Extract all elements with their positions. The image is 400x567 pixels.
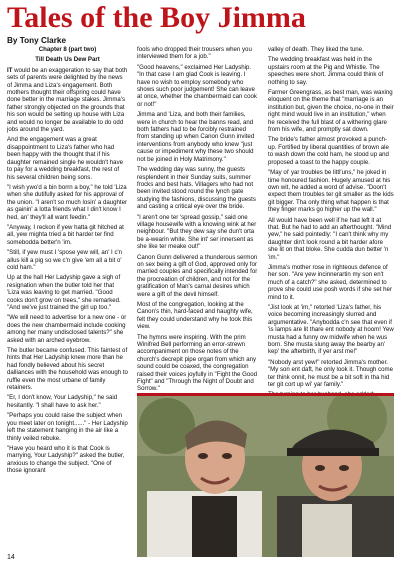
paragraph: "Have you heard who it is that Cook is marrying, Your Ladyship?" asked the butler, anxious to change the subject. "One of those ignorant [7, 444, 125, 475]
text-column-1 [7, 46, 128, 546]
article-photo [137, 393, 394, 557]
paragraph: "I wish ywo'd a bin borrn a boy," he told 'Liza when she dutifully asked for his approval of the union. "I aren't so much losin' a daughter as gainin' a lotta friends what I din't know I hed, an' they'll all want feedin." [7, 183, 128, 221]
paragraph: valley of death. They liked the tune. [268, 46, 364, 53]
paragraph: "Perhaps you could raise the subject when you meet later on tonight......" - Her Ladyship left the statement hanging in the air like a thinly veiled rebuke. [7, 412, 128, 442]
paragraph: fools who dropped their trousers when you interviewed them for a job." [137, 46, 252, 61]
paragraph: "Er, I don't know, Your Ladyship," he said hesitantly. "I shall have to ask her." [7, 394, 118, 409]
paragraph: And the engagement was a great disappointment to Liza's father who had been happy with the thought that if his daughter remained single he wouldn't have to pay for a wedding breakfast, the rest of his several children being sons. [7, 136, 124, 181]
paragraph-text: would be an exaggeration to say that both sets of parents were delighted by the news of Jimma and Liza's engagement. Both mothers thought their offspring could have done better in the marriage stakes. Jimma's father strongly objected on the grounds that his son would be setting up house with Liza and would no longer be available to do odd jobs around the yard. [7, 66, 128, 134]
paragraph: Most of the congregation, looking at the Canon's thin, hard-faced and haughty wife, felt they could understand why he took this view. [137, 301, 253, 331]
paragraph: Canon Gunn delivered a thunderous sermon on sex being a gift of God, approved only for married couples and specifically intended for the procreation of children, and not for the gratification of Man's carnal desires which were a gift of the devil himself. [137, 253, 258, 298]
paragraph: The wedding day was sunny, the guests resplendent in their Sunday suits, summer frocks and best hats. Villagers who had not been invited stood round the lynch gate studying the fashions, discussing the guests and casting a critical eye over the bride. [137, 166, 256, 211]
paragraph: "May ol' yar troubles be littl'uns," he joked in time honoured fashion. Hugely amused at his own wit, he added a word of advise. "Doon't expect them troubles ter git smaller as the kids git bigger. Tha only thing what happen is that they finger marks go higher up the wall." [268, 169, 394, 214]
lead-word: IT [7, 66, 13, 74]
paragraph: Up at the hall Her Ladyship gave a sigh of resignation when the butler told her that 'Liza was leaving to get married. "Good cooks don't grow on trees," she remarked. "And we've just trained the girl up too." [7, 274, 121, 311]
paragraph: All would have been well if he had left it at that. But he had to add an afterthought. "Mind yew," he said pointedly: "I can't think why my daughter din't look round a bit harder afore she lit on that bloke. She cudda dun better 'n 'im." [268, 216, 392, 261]
paragraph: Jimma and 'Liza, and both their families, were in church to hear the banns read, and both fathers had to be forcibly restrained from standing up when Canon Gunn invited interventions from anybody who knew "just cause or impediment why these two should not be joined in Holy Matrimony." [137, 111, 255, 163]
paragraph: "Jist look at 'im," retorted 'Liza's father, his voice becoming increasingly slurred and argumentative. "Anybodda c'n see that even if 'is lamps are lit thare ent nobody at hoom! Yew musta had a funny ow midwife when he wus born. She musta slung away the bearby an' kep' the afterbirth, if yer arst me!" [268, 304, 394, 356]
paragraph: "Anyway, I reckon if yew hatta git hitched at all, yew mighta tried a bit harder ter find somebodda better'n 'im. [7, 223, 124, 246]
paragraph: "Still, if yew must I 'spose yew will, an' I c'n allus kill a pig so we c'n give 'em all a bit o' cold ham." [7, 249, 123, 271]
paragraph: "We will need to advertise for a new one - or does the new chambermaid include cooking among her many undisclosed talents?" she asked with an arched eyebrow. [7, 314, 127, 344]
paragraph: The bride's father almost provoked a punch-up. Fortified by liberal quantities of brown ale to wash down the cold ham, he stood up and proposed a toast to the happy couple. [268, 136, 389, 166]
chapter-subtitle: Till Death Us Dew Part [35, 56, 100, 64]
paragraph: "Nobody arst yew!" retorted Jimma's mother. "My son ent daft, he only look it. Though come ter think onnit, he must be a bit soft in tha hid ter git cort up wi' yar family." [268, 358, 394, 389]
page-number: 14 [7, 554, 15, 561]
chapter-title: Chapter 8 (part two) [38, 46, 97, 53]
photo-illustration [137, 396, 394, 557]
paragraph: Jimma's mother rose in righteous defence of her son. "Are yew incinnerartin my son en't much of a catch?" she asked, determined to prove she could use posh words if she set her mind to it. [268, 263, 392, 301]
paragraph: The hymns were inspiring. With the prim Winifred Bell performing an error-strewn accompaniment on those notes of the church's decrepit pipe organ from which any sound could be coaxed, the congregation raised their voices joyfully in "Fight the Good Fight" and "Through the Night of Doubt and Sorrow." [137, 333, 258, 393]
paragraph [7, 67, 128, 134]
paragraph: "Good heavens," exclaimed Her Ladyship. "In that case I am glad Cook is leaving. I have no wish to employ somebody who shows such poor judgement! She can leave at once, whether the chambermaid can cook or not!" [137, 63, 257, 108]
paragraph: "I aren't one ter 'spread gossip," said one village housewife with a knowing wink at her neighbour. "But they dew say she dun't orta be a-wearin white. She int' ser innersent as she like ter meake out!" [137, 213, 257, 251]
paragraph: The wedding breakfast was held in the upstairs room at the Pig and Whistle. The speeches were short. Jimma could think of nothing to say. [268, 56, 384, 86]
paragraph: Farmer Greengrass, as best man, was waxing eloquent on the theme that "marriage is an institution but, given the choice, no-one in their right mind would live in an institution," when he received the full blast of a withering glare from his wife, and promptly sat down. [268, 89, 394, 134]
article-title: Tales of the Boy Jimma [7, 1, 306, 34]
text-column-2 [137, 46, 258, 396]
paragraph: The butler became confused. This faintest of hints that Her Ladyship knew more than he had fondly believed about his secret dalliances with the household was enough to ruffle even the most urbane of family retainers. [7, 347, 128, 392]
author-byline: By Tony Clarke [7, 36, 66, 45]
